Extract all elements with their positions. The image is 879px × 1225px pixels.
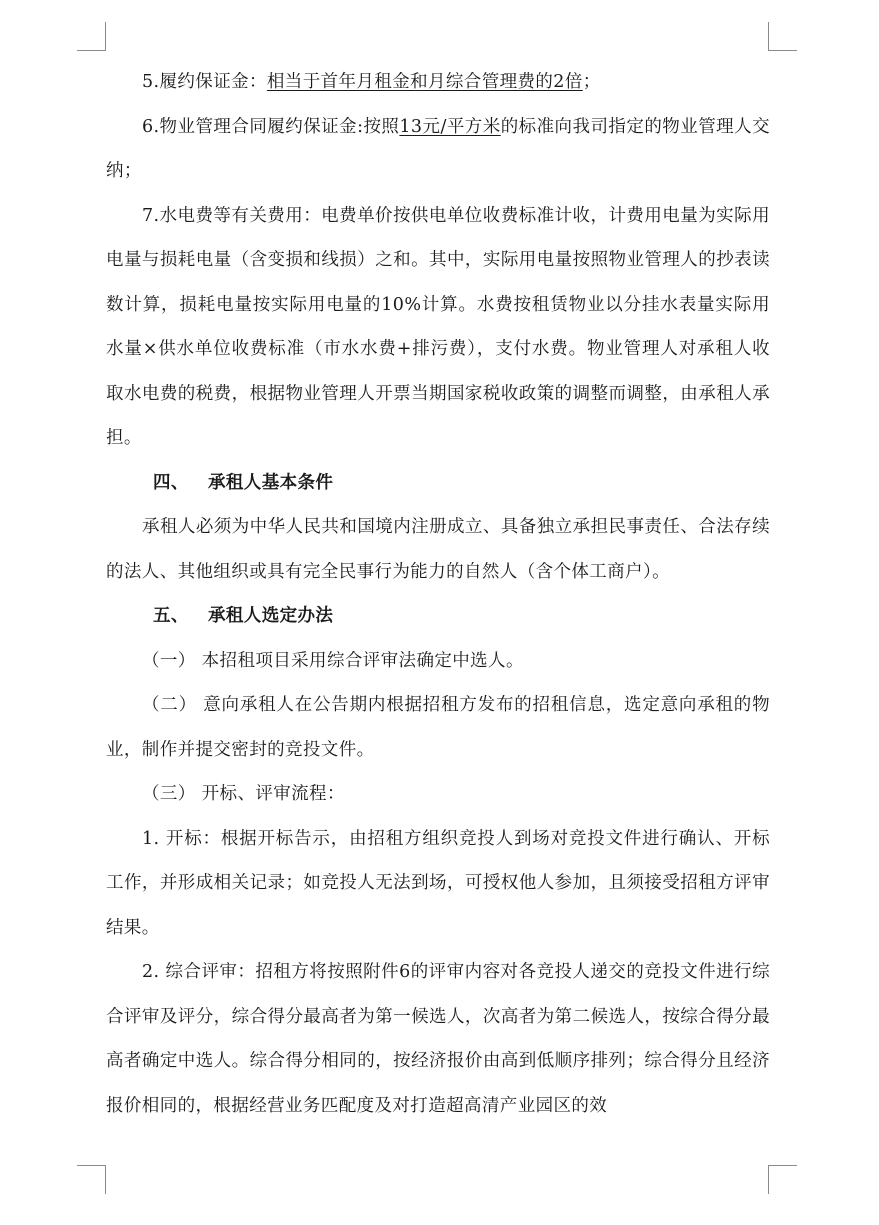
paragraph-lessee-conditions: 承租人必须为中华人民共和国境内注册成立、具备独立承担民事责任、合法存续的法人、其他组织或具有完全民事行为能力的自然人（含个体工商户）。 xyxy=(106,517,770,582)
section-heading-selection-method xyxy=(106,594,770,639)
page-corner-mark-top-left xyxy=(77,22,106,51)
paragraph-selection-3: （三） 开标、评审流程： xyxy=(142,784,345,804)
page-corner-mark-bottom-left xyxy=(77,1165,106,1194)
underlined-text: 13元/平方米 xyxy=(399,116,501,137)
text-run: ； xyxy=(582,72,601,92)
section-title: 承租人基本条件 xyxy=(208,472,334,493)
paragraph-performance-deposit xyxy=(106,60,770,105)
paragraph-utility-fees: 7.水电费等有关费用：电费单价按供电单位收费标准计收，计费用电量为实际用电量与损耗电量（含变损和线损）之和。其中，实际用电量按照物业管理人的抄表读数计算，损耗电量按实际用电量的10%计算。水费按租赁物业以分挂水表量实际用水量×供水单位收费标准（市水水费+排污费），支付水费。物业管理人对承租人收取水电费的税费，根据物业管理人开票当期国家税收政策的调整而调整，由承租人承担。 xyxy=(106,205,770,448)
paragraph-bid-opening: 1. 开标：根据开标告示，由招租方组织竞投人到场对竞投文件进行确认、开标工作，并形成相关记录；如竞投人无法到场，可授权他人参加，且须接受招租方评审结果。 xyxy=(106,828,770,938)
section-heading-lessee-conditions xyxy=(106,461,770,506)
section-number: 五、 xyxy=(153,606,189,626)
text-run: 5.履约保证金： xyxy=(142,72,267,92)
paragraph-comprehensive-review: 2. 综合评审：招租方将按照附件6的评审内容对各竞投人递交的竞投文件进行综合评审及评分，综合得分最高者为第一候选人，次高者为第二候选人，按综合得分最高者确定中选人。综合得分相同的，按经济报价由高到低顺序排列；综合得分且经济报价相同的，根据经营业务匹配度及对打造超高清产业园区的效 xyxy=(106,962,770,1116)
paragraph-property-management-deposit xyxy=(106,105,770,194)
text-run: 的标准向我司指定的物业管理人交纳； xyxy=(106,116,770,181)
underlined-text: 相当于首年月租金和月综合管理费的2倍 xyxy=(266,72,583,92)
section-number: 四、 xyxy=(153,472,189,493)
page-corner-mark-bottom-right xyxy=(768,1165,797,1194)
text-run: 6.物业管理合同履约保证金:按照 xyxy=(142,116,400,137)
page-corner-mark-top-right xyxy=(768,22,797,51)
document-body xyxy=(106,60,770,1128)
section-title: 承租人选定办法 xyxy=(208,606,334,626)
paragraph-selection-2: （二） 意向承租人在公告期内根据招租方发布的招租信息，选定意向承租的物业，制作并提交密封的竞投文件。 xyxy=(106,695,770,760)
paragraph-selection-1: （一） 本招租项目采用综合评审法确定中选人。 xyxy=(142,650,524,671)
